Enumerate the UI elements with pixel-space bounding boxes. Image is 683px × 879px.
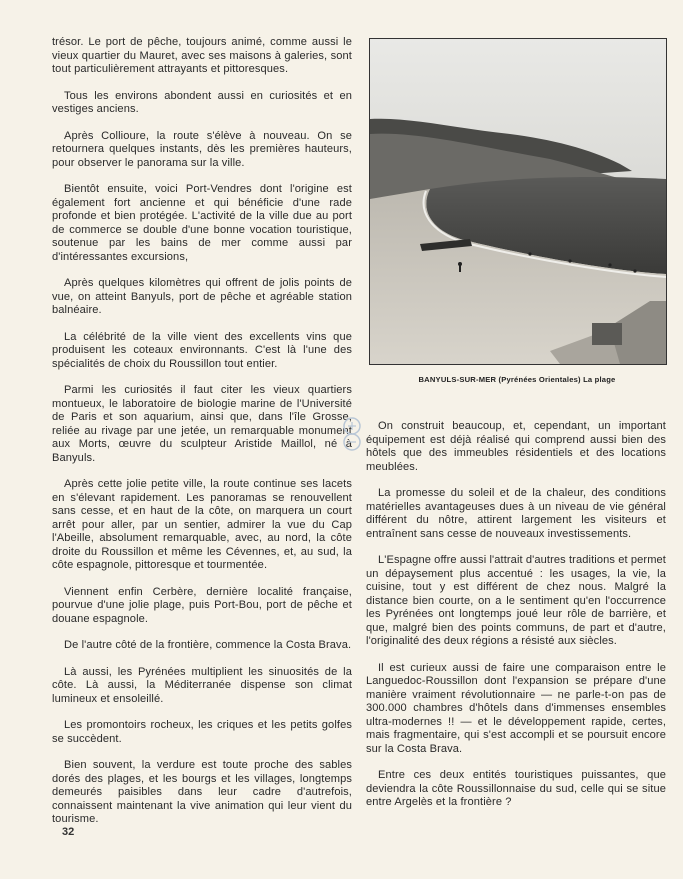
paragraph: Viennent enfin Cerbère, dernière localité française, pourvue d'une jolie plage, puis Port-Bou, port de pêche et douane espagnole.: [52, 585, 352, 625]
left-text-column: [52, 36, 352, 840]
photo-caption: BANYULS-SUR-MER (Pyrénées Orientales) La plage: [418, 375, 616, 384]
paragraph: La promesse du soleil et de la chaleur, des conditions matérielles avantageuses dues à un niveau de vie général différent du nôtre, attirent largement les visiteurs et entraînent sans cesse de nouveaux investissements.: [366, 487, 666, 540]
paragraph: Après quelques kilomètres qui offrent de jolis points de vue, on atteint Banyuls, port de pêche et agréable station balnéaire.: [52, 277, 352, 316]
page-number: 32: [62, 826, 75, 838]
paragraph: Là aussi, les Pyrénées multiplient les sinuosités de la côte. Là aussi, la Méditerranée dispense son climat lumineux et ensoleillé.: [52, 665, 352, 705]
library-stamp-icon: [339, 416, 365, 452]
paragraph: L'Espagne offre aussi l'attrait d'autres traditions et permet un dépaysement plus accentué : les usages, la vie, la cuisine, tout y est différent de chez nous. Malgré la distance bien courte, on a le sentiment qu'en l'occurrence les Pyrénées ont longtemps joué leur rôle de barrière, et que, malgré bien des points communs, de part et d'autre, l'originalité des deux régions a résisté aux siècles.: [366, 554, 666, 647]
paragraph: De l'autre côté de la frontière, commence la Costa Brava.: [64, 639, 352, 651]
paragraph: La célébrité de la ville vient des excellents vins que produisent les coteaux environnants. C'est là l'une des spécialités de choix du Roussillon tout entier.: [52, 330, 352, 370]
paragraph: trésor. Le port de pêche, toujours animé, comme aussi le vieux quartier du Mauret, avec ses maisons à galeries, sont tout particulièrement attrayants et pittoresques.: [52, 36, 352, 75]
paragraph: Les promontoirs rocheux, les criques et les petits golfes se succèdent.: [52, 719, 352, 745]
paragraph: Tous les environs abondent aussi en curiosités et en vestiges anciens.: [52, 89, 352, 115]
beach-photo: [369, 38, 667, 365]
paragraph: On construit beaucoup, et, cependant, un important équipement est déjà réalisé qui comprend aussi bien des hôtels que des immeubles résidentiels et des locations meublées.: [366, 420, 666, 473]
paragraph: Parmi les curiosités il faut citer les vieux quartiers montueux, le laboratoire de biologie marine de l'Université de Paris et son aquarium, ainsi que, dans l'île Grosse, reliée au rivage par une jetée, un remarquable monument aux Morts, œuvre du sculpteur Aristide Maillol, né à Banyuls.: [52, 384, 352, 464]
paragraph: Bien souvent, la verdure est toute proche des sables dorés des plages, et les bourgs et les villages, longtemps demeurés paisibles dans leur cadre d'autrefois, connaissent maintenant la vive animation qui leur vient du tourisme.: [52, 759, 352, 825]
paragraph: Après Collioure, la route s'élève à nouveau. On se retournera quelques instants, dès les premières hauteurs, pour observer le panorama sur la ville.: [52, 129, 352, 169]
beach-photo-illustration: [370, 39, 666, 364]
paragraph: Après cette jolie petite ville, la route continue ses lacets en s'élevant rapidement. Les panoramas se renouvellent sans cesse, et en haut de la côte, on marquera un court arrêt pour aller, par un sentier, admirer la vue du Cap l'Abeille, absolument remarquable, avec, au nord, la côte droite du Roussillon et même les Cévennes, et, au sud, la côte espagnole, pittoresque et tourmentée.: [52, 478, 352, 571]
paragraph: Entre ces deux entités touristiques puissantes, que deviendra la côte Roussillonnaise du sud, celle qui se situe entre Argelès et la frontière ?: [366, 769, 666, 808]
paragraph: Bientôt ensuite, voici Port-Vendres dont l'origine est également fort ancienne et qui bénéficie d'une rade profonde et bien protégée. L'activité de la ville due au port de commerce se double d'une bonne vocation touristique, soutenue par les bains de mer comme aussi par d'intéressantes excursions,: [52, 183, 352, 263]
right-text-column: [366, 420, 666, 823]
paragraph: Il est curieux aussi de faire une comparaison entre le Languedoc-Roussillon dont l'expansion se prépare d'une manière vraiment révolutionnaire — ne parle-t-on pas de 300.000 chambres d'hôtels dans d'immenses ensembles ultra-modernes !! — et le développement rapide, certes, mais fragmentaire, qui s'est accompli et se poursuit encore sur la Costa Brava.: [366, 661, 666, 755]
